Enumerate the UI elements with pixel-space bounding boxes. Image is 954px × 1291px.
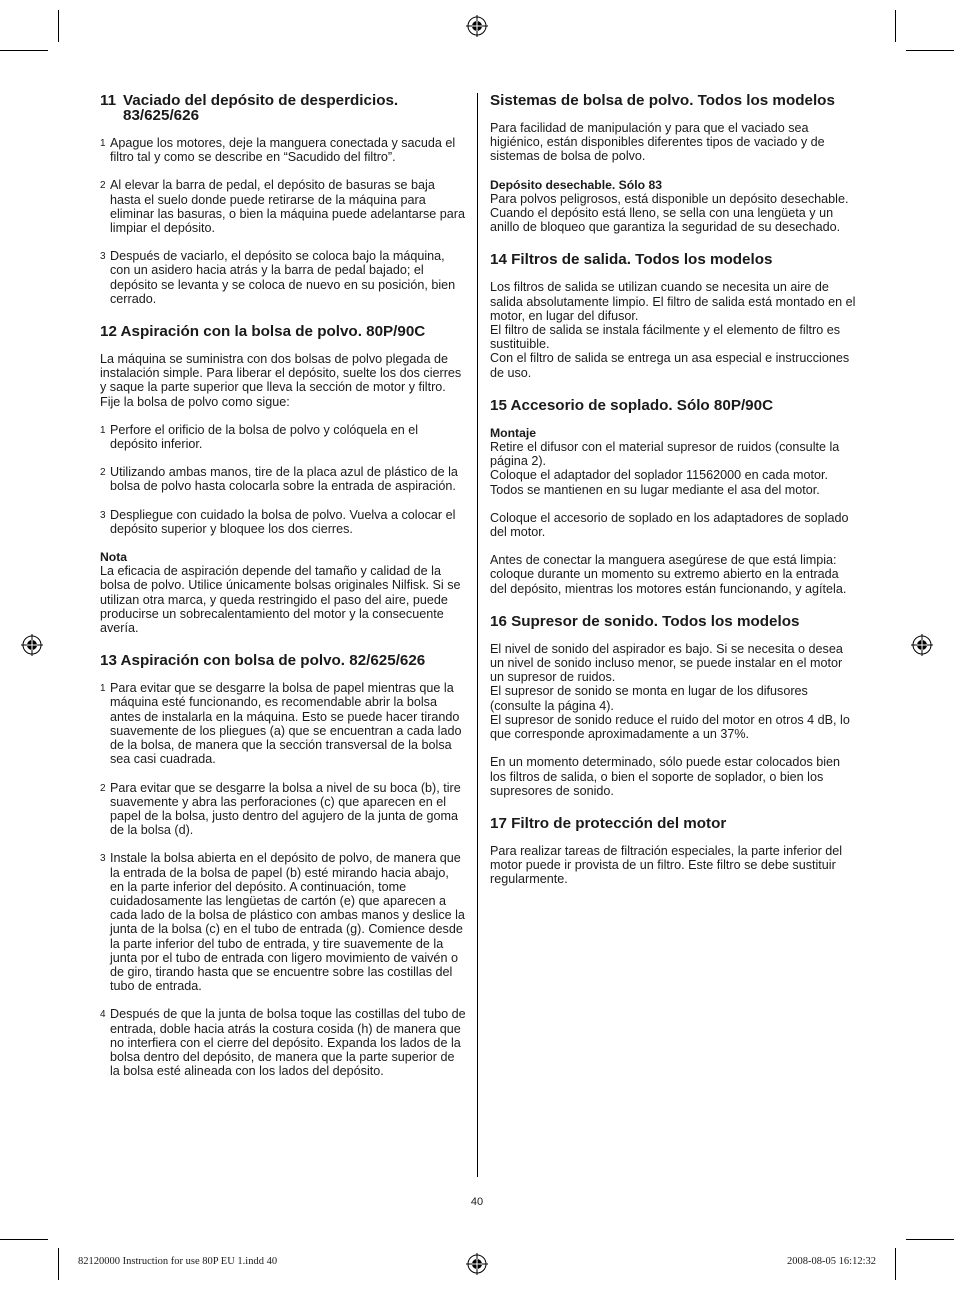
- item-text: Después de que la junta de bolsa toque las costillas del tubo de entrada, doble hacia atrás la costura cosida (h) de manera que no interfiera con el cierre del depósito. Expanda los lados de la bolsa dentro del depósito, de manera que la parte superior de la bolsa esté alineada con los lados del depósito.: [110, 1007, 466, 1079]
- list-item: [100, 508, 466, 536]
- paragraph: [490, 280, 858, 379]
- paragraph-text: El supresor de sonido reduce el ruido del motor en otros 4 dB, lo que corresponde aproximadamente a un 37%.: [490, 712, 850, 742]
- right-column: [490, 93, 858, 901]
- paragraph-text: El filtro de salida se instala fácilmente y el elemento de filtro es sustituible.: [490, 323, 840, 352]
- crop-mark: [58, 1248, 59, 1280]
- paragraph: [490, 426, 858, 497]
- registration-mark-icon: [466, 1253, 488, 1275]
- paragraph: Antes de conectar la manguera asegúrese de que está limpia: coloque durante un momento su extremo abierto en la entrada del depósito, mientras los motores están funcionando, y agítela.: [490, 553, 847, 596]
- paragraph: [100, 352, 466, 409]
- list-item: [100, 781, 466, 838]
- crop-mark: [906, 1239, 954, 1240]
- item-number: 3: [100, 853, 106, 865]
- registration-mark-icon: [466, 15, 488, 37]
- list-item: [100, 249, 466, 306]
- item-text: Después de vaciarlo, el depósito se coloca bajo la máquina, con un asidero hacia atrás y la barra de pedal bajado; el depósito se levanta y se coloca de nuevo en su posición, bien cerrado.: [110, 249, 456, 306]
- item-number: 2: [100, 180, 106, 192]
- paragraph: Coloque el accesorio de soplado en los adaptadores de soplado del motor.: [490, 510, 849, 540]
- note-text: La eficacia de aspiración depende del tamaño y calidad de la bolsa de polvo. Utilice únicamente bolsas originales Nilfisk. Si se utilizan otra marca, y queda restringido el paso del aire, puede producirse un sobrecalentamiento del motor y la consecuente avería.: [100, 564, 461, 636]
- paragraph: [490, 642, 858, 741]
- paragraph: En un momento determinado, sólo puede estar colocados bien los filtros de salida, o bien el soporte de soplador, o bien los supresores de sonido.: [490, 755, 841, 798]
- crop-mark: [895, 10, 896, 42]
- list-item: [100, 465, 466, 493]
- item-number: 1: [100, 424, 106, 436]
- list-item: [100, 1007, 466, 1078]
- list-item: [100, 178, 466, 235]
- list-item: [100, 423, 466, 451]
- footer-file-info: 82120000 Instruction for use 80P EU 1.indd 40: [78, 1256, 278, 1267]
- item-text: Utilizando ambas manos, tire de la placa azul de plástico de la bolsa de polvo hasta colocarla sobre la entrada de aspiración.: [110, 465, 458, 494]
- crop-mark: [0, 50, 48, 51]
- item-text: Para evitar que se desgarre la bolsa de papel mientras que la máquina esté funcionando, es recomendable abrir la bolsa antes de instalarla en la máquina. Esto se puede hacer tirando suavemente de los pliegues (a) que se encuentran a cada lado de la bolsa, de manera que la sección transversal de la bolsa sea casi cuadrada.: [110, 681, 462, 767]
- left-column: [100, 93, 466, 1092]
- paragraph: Para realizar tareas de filtración especiales, la parte inferior del motor puede ir provista de un filtro. Este filtro se debe sustituir regularmente.: [490, 843, 843, 887]
- item-text: Instale la bolsa abierta en el depósito de polvo, de manera que la entrada de la bolsa de papel (b) esté mirando hacia abajo, en la parte inferior del depósito. A continuación, tome cuidadosamente las lengüetas de cartón (e) que aparecen a cada lado de la bolsa de plástico con ambas manos y deslice la junta de la bolsa (c) en el tubo de entrada (g). Comience desde la parte inferior del tubo de entrada, y tire suavemente de la junta por el tubo de entrada con ligero movimiento de vaivén o de giro, tirando hasta que se encuentre sobre las costillas del tubo de entrada.: [110, 851, 465, 994]
- crop-mark: [58, 10, 59, 42]
- item-text: Para evitar que se desgarre la bolsa a nivel de su boca (b), tire suavemente y abra las perforaciones (c) que aparecen en el papel de la bolsa, justo dentro del agujero de la junta de goma de la bolsa (d).: [110, 780, 461, 838]
- item-number: 3: [100, 251, 106, 263]
- paragraph-text: Fije la bolsa de polvo como sigue:: [100, 394, 290, 409]
- item-number: 2: [100, 782, 106, 794]
- section-title: Vaciado del depósito de desperdicios. 83/625/626: [123, 92, 399, 124]
- list-item: [100, 136, 466, 164]
- item-number: 1: [100, 138, 106, 149]
- subheading: Montaje: [490, 425, 537, 440]
- subheading: Depósito desechable. Sólo 83: [490, 177, 663, 192]
- paragraph-text: Coloque el adaptador del soplador 11562000 en cada motor. Todos se mantienen en su lugar mediante el asa del motor.: [490, 468, 828, 497]
- crop-mark: [895, 1248, 896, 1280]
- paragraph-text: Para polvos peligrosos, está disponible un depósito desechable. Cuando el depósito está lleno, se sella con una lengüeta y un anillo de bloqueo que garantiza la seguridad de su desechado.: [490, 191, 849, 235]
- page-number: 40: [470, 1196, 484, 1208]
- item-number: 1: [100, 683, 106, 695]
- registration-mark-icon: [21, 634, 43, 656]
- registration-mark-icon: [911, 634, 933, 656]
- paragraph: Para facilidad de manipulación y para que el vaciado sea higiénico, están disponibles diferentes tipos de vaciado y de sistemas de bolsa de polvo.: [490, 121, 825, 164]
- paragraph-text: El nivel de sonido del aspirador es bajo. Si se necesita o desea un nivel de sonido incluso menor, se puede instalar en el motor un supresor de ruidos.: [490, 641, 843, 685]
- paragraph-text: Con el filtro de salida se entrega un asa especial e instrucciones de uso.: [490, 351, 850, 380]
- section-17-heading: 17 Filtro de protección del motor: [490, 814, 727, 832]
- item-text: Apague los motores, deje la manguera conectada y sacuda el filtro tal y como se describe en “Sacudido del filtro”.: [110, 136, 456, 165]
- column-divider: [477, 93, 478, 1177]
- paragraph-text: El supresor de sonido se monta en lugar de los difusores (consulte la página 4).: [490, 684, 808, 713]
- section-13-heading: 13 Aspiración con bolsa de polvo. 82/625/626: [100, 652, 426, 670]
- paragraph-text: Los filtros de salida se utilizan cuando se necesita un aire de salida absolutamente limpio. El filtro de salida está montado en el motor, en lugar del difusor.: [490, 280, 856, 323]
- paragraph: [490, 178, 858, 235]
- note: [100, 550, 466, 635]
- section-11-heading: [100, 93, 466, 123]
- paragraph-text: La máquina se suministra con dos bolsas de polvo plegada de instalación simple. Para liberar el depósito, suelte los dos cierres y saque la parte superior que lleva la sección de motor y filtro.: [100, 352, 462, 395]
- section-14-heading: 14 Filtros de salida. Todos los modelos: [490, 251, 773, 269]
- item-text: Perfore el orificio de la bolsa de polvo y colóquela en el depósito inferior.: [110, 422, 419, 452]
- list-item: [100, 681, 466, 766]
- section-12-heading: 12 Aspiración con la bolsa de polvo. 80P/90C: [100, 323, 426, 341]
- section-number: 11: [100, 92, 117, 109]
- section-16-heading: 16 Supresor de sonido. Todos los modelos: [490, 612, 800, 630]
- item-text: Al elevar la barra de pedal, el depósito de basuras se baja hasta el suelo donde puede retirarse de la máquina para eliminar las basuras, o bien la máquina puede adelantarse para limpiar el depósito.: [110, 178, 465, 236]
- list-item: [100, 851, 466, 993]
- note-title: Nota: [100, 550, 128, 565]
- paragraph-text: Retire el difusor con el material supresor de ruidos (consulte la página 2).: [490, 440, 840, 469]
- crop-mark: [906, 50, 954, 51]
- item-number: 2: [100, 467, 106, 479]
- crop-mark: [0, 1239, 48, 1240]
- item-text: Despliegue con cuidado la bolsa de polvo. Vuelva a colocar el depósito superior y bloquee los dos cierres.: [110, 507, 456, 536]
- item-number: 4: [100, 1009, 106, 1021]
- section-15-heading: 15 Accesorio de soplado. Sólo 80P/90C: [490, 396, 774, 414]
- section-bag-systems-heading: Sistemas de bolsa de polvo. Todos los modelos: [490, 92, 835, 109]
- footer-timestamp: 2008-08-05 16:12:32: [787, 1256, 876, 1267]
- item-number: 3: [100, 509, 106, 521]
